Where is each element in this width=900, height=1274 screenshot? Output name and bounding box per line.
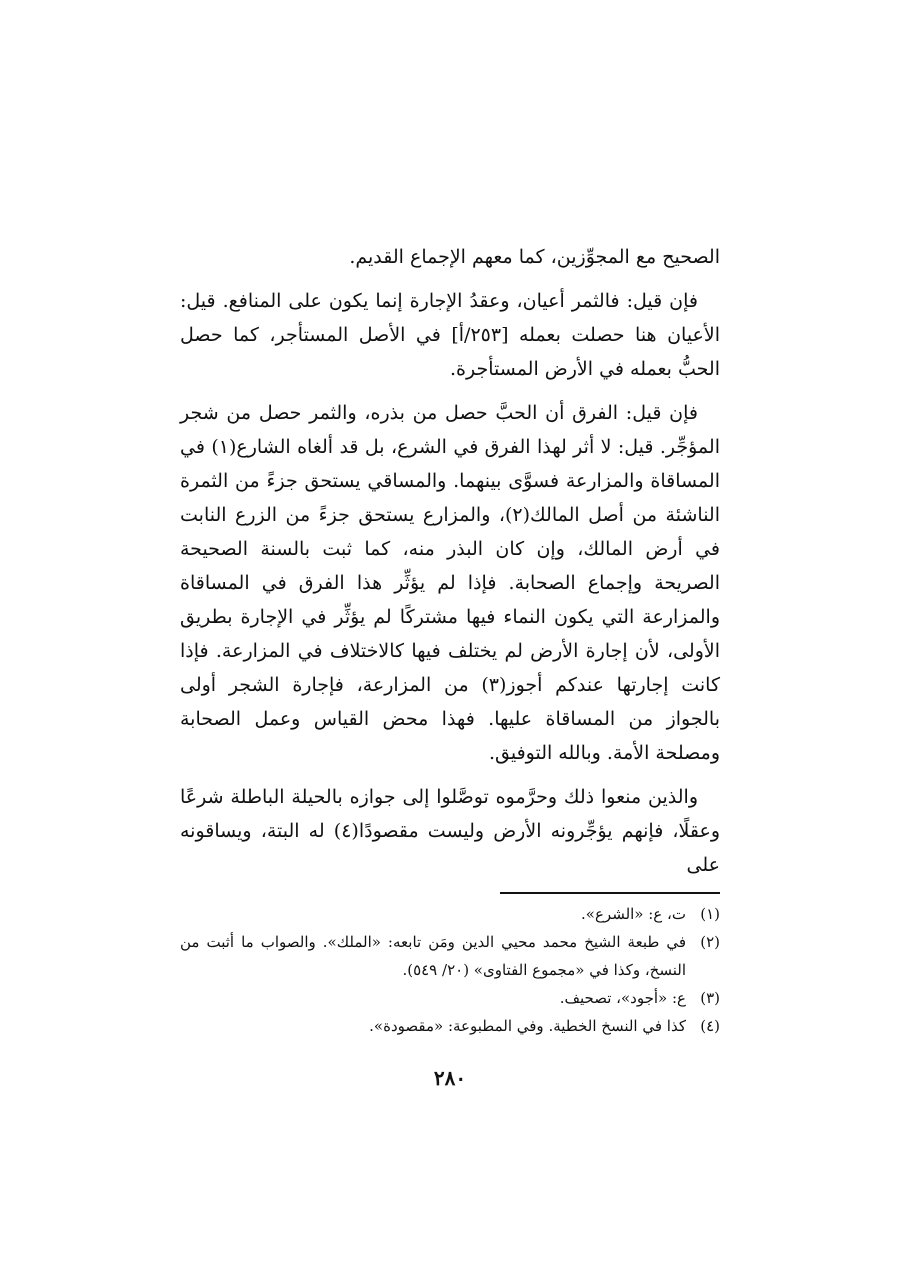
footnote-number: (٣) [700,989,720,1007]
footnote-3 [180,984,720,1012]
paragraph-4: والذين منعوا ذلك وحرَّموه توصَّلوا إلى جوازه بالحيلة الباطلة شرعًا وعقلًا، فإنهم يؤجِّرونه الأرض وليست مقصودًا(٤) له البتة، ويساقونه على [180,786,720,876]
paragraph-3: فإن قيل: الفرق أن الحبَّ حصل من بذره، والثمر حصل من شجر المؤجِّر. قيل: لا أثر لهذا الفرق في الشرع، بل قد ألغاه الشارع(١) في المساقاة والمزارعة فسوَّى بينهما. والمساقي يستحق جزءً من الثمرة الناشئة من أصل المالك(٢)، والمزارع يستحق جزءً من الزرع النابت في أرض المالك، وإن كان البذر منه، كما ثبت بالسنة الصحيحة الصريحة وإجماع الصحابة. فإذا لم يؤثِّر هذا الفرق في المساقاة والمزارعة التي يكون النماء فيها مشتركًا لم يؤثِّر في الإجارة بطريق الأولى، لأن إجارة الأرض لم يختلف فيها كالاختلاف في المزارعة. فإذا كانت إجارتها عندكم أجوز(٣) من المزارعة، فإجارة الشجر أولى بالجواز من المساقاة عليها. فهذا محض القياس وعمل الصحابة ومصلحة الأمة. وبالله التوفيق. [180,402,721,764]
footnote-number: (٢) [700,933,720,951]
page-number: ٢٨٠ [433,1066,467,1090]
footnote-1 [180,900,720,928]
footnote-divider [500,892,720,894]
footnote-text: في طبعة الشيخ محمد محيي الدين ومَن تابعه: «الملك». والصواب ما أثبت من النسخ، وكذا في «مجموع الفتاوى» (٢٠/ ٥٤٩). [180,933,686,979]
footnote-text: ع: «أجود»، تصحيف. [559,989,686,1007]
footnote-text: كذا في النسخ الخطية. وفي المطبوعة: «مقصودة». [369,1017,686,1035]
footnote-text: ت، ع: «الشرع». [581,905,686,923]
footnote-number: (١) [700,905,720,923]
paragraph-1: الصحيح مع المجوِّزين، كما معهم الإجماع القديم. [349,246,720,268]
paragraph-2: فإن قيل: فالثمر أعيان، وعقدُ الإجارة إنما يكون على المنافع. قيل: الأعيان هنا حصلت بعمله [٢٥٣/أ] في الأصل المستأجر، كما حصل الحبُّ بعمله في الأرض المستأجرة. [180,290,720,380]
footnote-2 [180,928,720,984]
footnote-4 [180,1012,720,1040]
main-text [180,240,720,892]
footnotes [180,900,720,1040]
footnote-number: (٤) [700,1017,720,1035]
